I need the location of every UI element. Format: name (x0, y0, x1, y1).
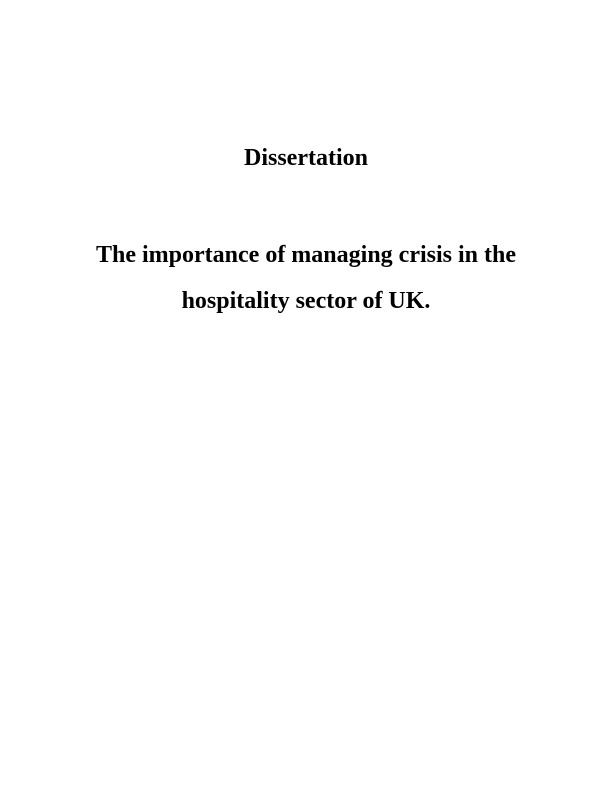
dissertation-title: The importance of managing crisis in the hospitality sector of UK. (96, 242, 516, 314)
document-heading: Dissertation (244, 145, 368, 171)
